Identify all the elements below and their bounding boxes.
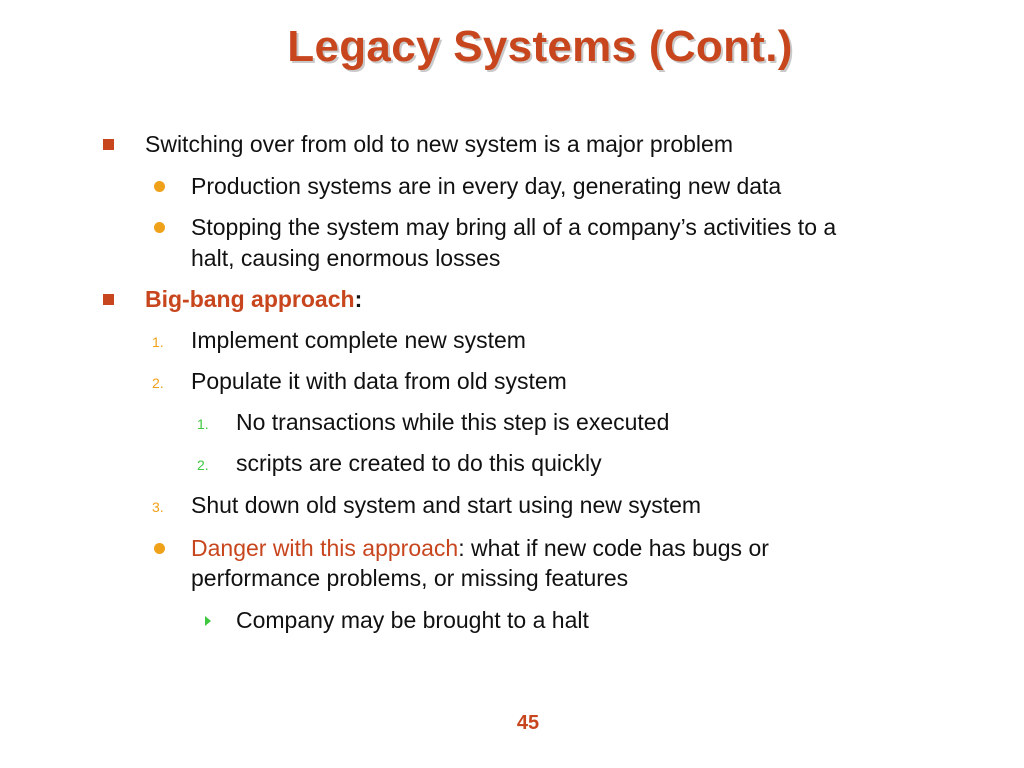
danger-label: Danger with this approach [191,535,459,561]
danger-rest: : what if new code has bugs or [458,535,769,561]
square-bullet-icon [103,139,114,150]
bullet-big-bang [145,284,362,314]
bullet-stopping-line1: Stopping the system may bring all of a company’s activities to a [191,214,837,240]
bullet-stopping-line2: halt, causing enormous losses [191,245,501,271]
number-marker: 1. [197,416,209,432]
bullet-danger-line2: performance problems, or missing features [191,565,629,591]
dot-bullet-icon [154,543,165,554]
number-marker: 2. [197,457,209,473]
number-marker: 3. [152,499,164,515]
big-bang-label: Big-bang approach [145,286,355,312]
step-populate: Populate it with data from old system [191,368,567,394]
bullet-danger-line1 [191,533,769,563]
dot-bullet-icon [154,181,165,192]
slide-title: Legacy Systems (Cont.) [287,22,793,71]
arrow-bullet-icon [205,616,211,626]
number-marker: 1. [152,334,164,350]
step-implement: Implement complete new system [191,327,526,353]
page-number: 45 [516,712,540,734]
dot-bullet-icon [154,222,165,233]
substep-no-transactions: No transactions while this step is executed [236,409,670,435]
bullet-company-halt: Company may be brought to a halt [236,607,589,633]
big-bang-colon: : [354,286,363,312]
bullet-switching: Switching over from old to new system is a major problem [145,131,733,157]
number-marker: 2. [152,375,164,391]
square-bullet-icon [103,294,114,305]
bullet-production: Production systems are in every day, generating new data [191,173,782,199]
step-shutdown: Shut down old system and start using new system [191,492,702,518]
substep-scripts: scripts are created to do this quickly [236,450,602,476]
